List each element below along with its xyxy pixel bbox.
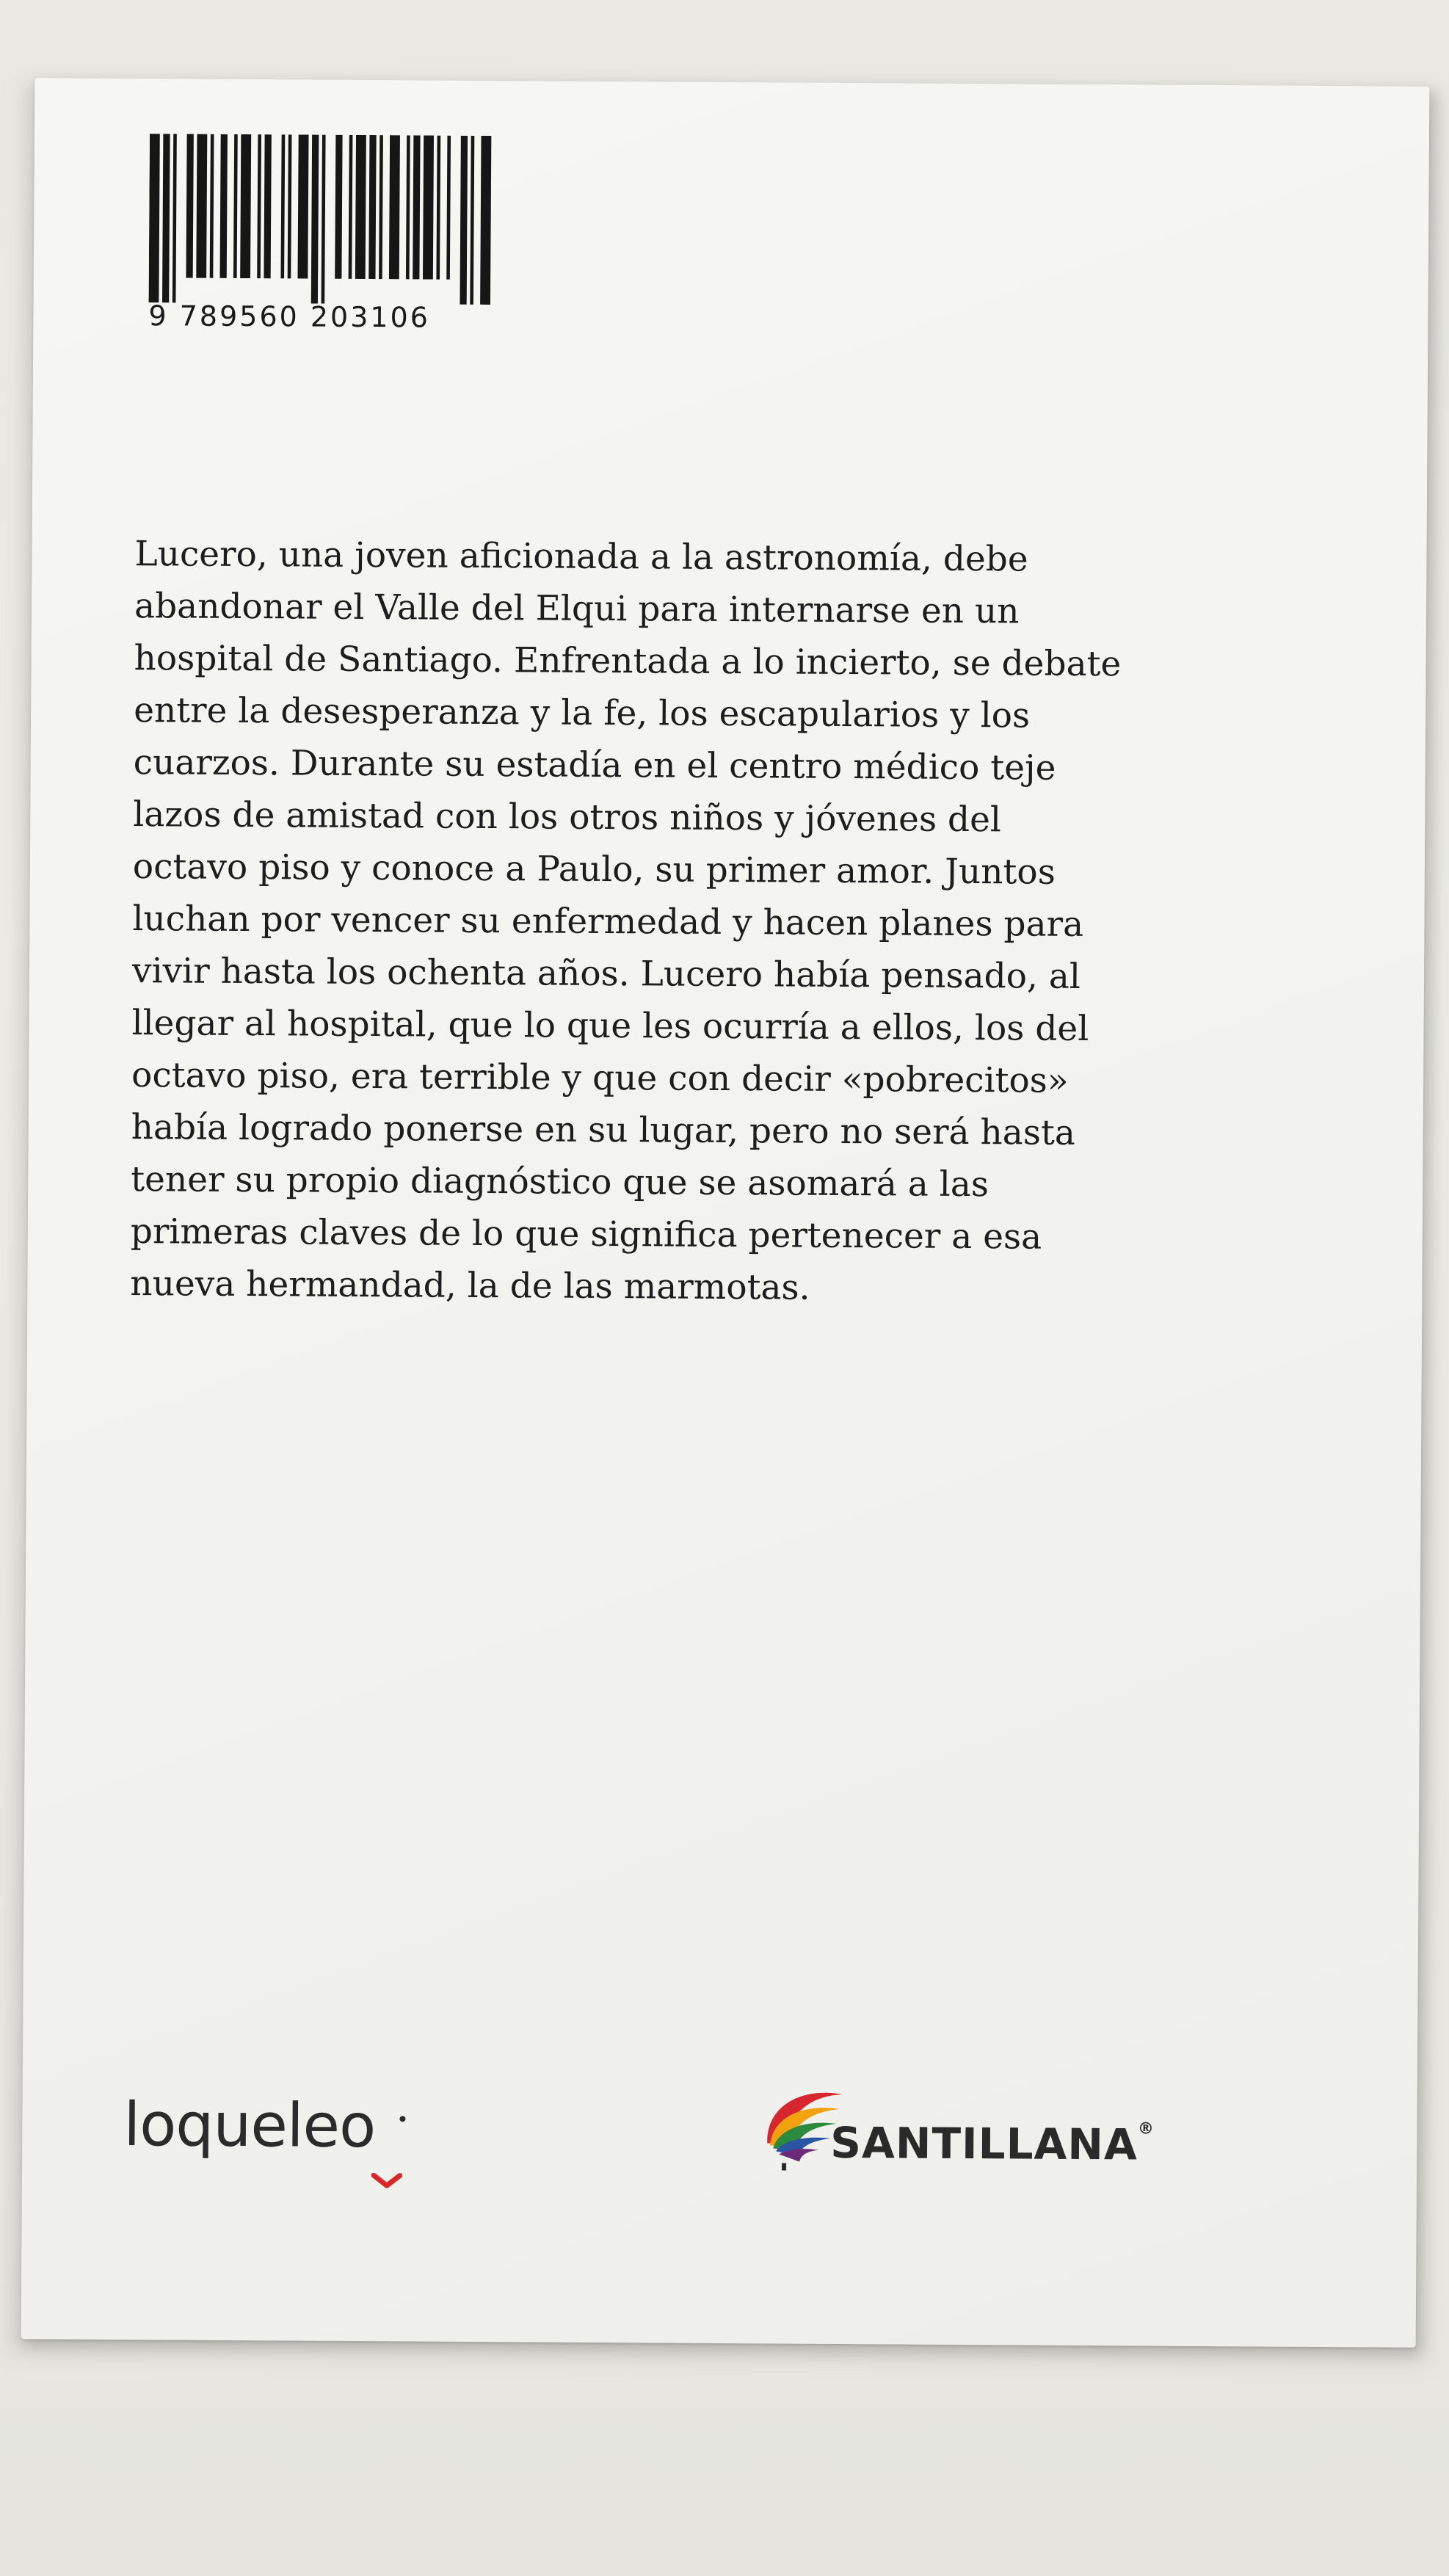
synopsis-line: había logrado ponerse en su lugar, pero no será hasta: [131, 1107, 1075, 1153]
loqueleo-wordmark: loqueleo: [123, 2090, 376, 2162]
loqueleo-logo: [123, 2085, 462, 2197]
synopsis-line: vivir hasta los ochenta años. Lucero había pensado, al: [131, 951, 1081, 997]
barcode-bar: [172, 134, 177, 302]
santillana-logo: [760, 2057, 1172, 2191]
barcode-bar: [298, 134, 309, 278]
book-back-cover: [21, 78, 1430, 2348]
barcode-bar: [349, 135, 353, 279]
barcode-bar: [460, 136, 468, 305]
barcode-bar: [379, 135, 383, 279]
barcode-bar: [436, 136, 440, 280]
barcode-bar: [322, 135, 326, 304]
synopsis-line: tener su propio diagnóstico que se asomará a las: [131, 1159, 989, 1205]
isbn-digits: 9 789560 203106: [148, 300, 431, 334]
santillana-name: SANTILLANA: [830, 2117, 1138, 2170]
synopsis-line: nueva hermandad, la de las marmotas.: [130, 1263, 810, 1308]
barcode-bar: [389, 135, 400, 279]
synopsis-line: hospital de Santiago. Enfrentada a lo incierto, se debate: [134, 638, 1122, 685]
barcode-bar: [280, 134, 285, 278]
barcode-bar: [470, 136, 474, 305]
synopsis-line: abandonar el Valle del Elqui para internarse en un: [134, 586, 1020, 632]
barcode-bar: [196, 134, 207, 278]
synopsis-line: primeras claves de lo que significa pertenecer a esa: [130, 1211, 1042, 1258]
barcode-bar: [406, 135, 410, 279]
barcode-bar: [220, 134, 228, 278]
barcode-bar: [368, 135, 376, 279]
barcode-bar: [257, 134, 261, 278]
synopsis-line: entre la desesperanza y la fe, los escapularios y los: [133, 690, 1031, 736]
barcode-bar: [311, 135, 319, 304]
barcode-bar: [480, 136, 491, 305]
barcode-bar: [423, 135, 434, 279]
barcode-bar: [162, 134, 170, 302]
synopsis-text: [130, 528, 1235, 1316]
synopsis-line: Lucero, una joven aficionada a la astronomía, debe: [134, 534, 1028, 580]
chevron-down-icon: [371, 2173, 402, 2189]
barcode-bar: [149, 134, 160, 302]
synopsis-line: llegar al hospital, que lo que les ocurría a ellos, los del: [131, 1003, 1089, 1050]
barcode-icon: [149, 134, 495, 305]
barcode-bar: [335, 135, 342, 279]
synopsis-line: luchan por vencer su enfermedad y hacen planes para: [132, 899, 1084, 945]
barcode-bar: [355, 135, 366, 279]
synopsis-line: lazos de amistad con los otros niños y jóvenes del: [133, 794, 1002, 841]
santillana-wordmark: [830, 2118, 1155, 2170]
barcode-bar: [240, 134, 251, 278]
barcode-bar: [264, 134, 271, 278]
synopsis-line: octavo piso y conoce a Paulo, su primer amor. Juntos: [132, 846, 1056, 893]
barcode-bar: [413, 135, 420, 279]
barcode-bar: [288, 134, 292, 278]
barcode-bar: [233, 134, 238, 278]
barcode-bar: [446, 136, 451, 280]
barcode-bar: [210, 134, 214, 278]
barcode-bar: [186, 134, 193, 277]
synopsis-line: cuarzos. Durante su estadía en el centro médico teje: [133, 742, 1056, 788]
registered-mark: ®: [1137, 2119, 1155, 2138]
synopsis-line: octavo piso, era terrible y que con decir «pobrecitos»: [131, 1055, 1069, 1101]
loqueleo-dot: [399, 2116, 405, 2122]
isbn-barcode: [148, 134, 495, 349]
